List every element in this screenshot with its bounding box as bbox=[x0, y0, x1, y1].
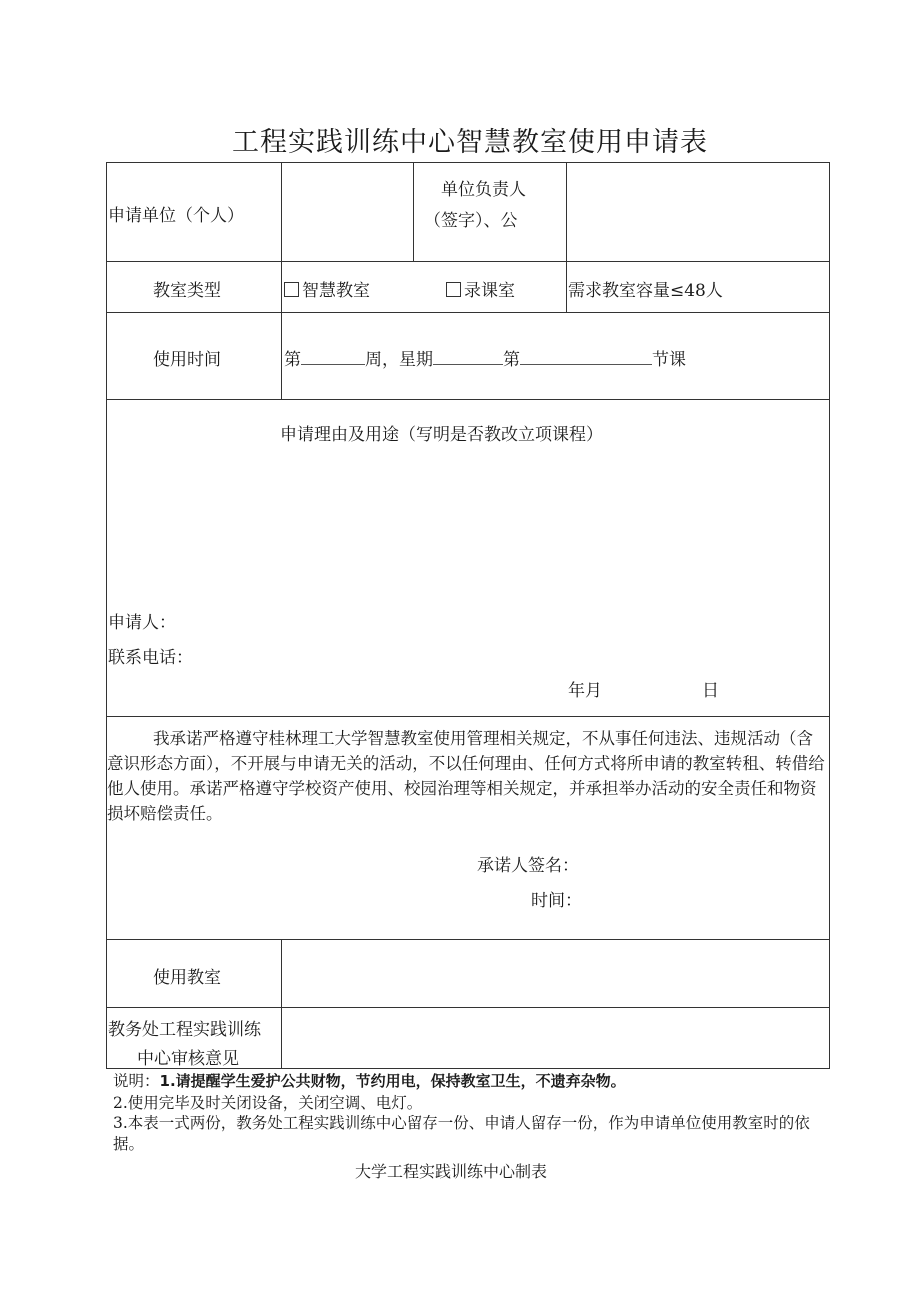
promise-text: 我承诺严格遵守桂林理工大学智慧教室使用管理相关规定，不从事任何违法、违规活动（含意识形态方面），不开展与申请无关的活动，不以任何理由、任何方式将所申请的教室转租、转借给他人使用。承诺严格遵守学校资产使用、校园治理等相关规定，并承担举办活动的安全责任和物资损坏赔偿责任。 bbox=[107, 729, 825, 823]
form-title: 工程实践训练中心智慧教室使用申请表 bbox=[232, 127, 708, 158]
table-divider bbox=[106, 261, 830, 262]
note-prefix: 说明： bbox=[113, 1072, 160, 1090]
unit-leader-signature-field[interactable] bbox=[568, 164, 828, 260]
unit-leader-label-line2: （签字）、公 bbox=[424, 211, 518, 231]
promise-time-label: 时间： bbox=[531, 891, 582, 911]
table-divider bbox=[106, 312, 830, 313]
reason-label: 申请理由及用途（写明是否教改立项课程） bbox=[280, 425, 603, 445]
period-suffix: 节课 bbox=[652, 350, 686, 370]
signer-label: 承诺人签名： bbox=[477, 856, 579, 876]
week-number-field[interactable] bbox=[301, 348, 365, 365]
week-suffix: 周，星期 bbox=[365, 350, 433, 370]
table-divider bbox=[106, 716, 830, 717]
usage-time-line bbox=[284, 345, 686, 370]
note-1 bbox=[113, 1071, 833, 1092]
option-recording-room[interactable] bbox=[446, 276, 515, 301]
classroom-used-label: 使用教室 bbox=[153, 968, 221, 988]
table-border-right bbox=[829, 162, 830, 1068]
option-smart-classroom[interactable] bbox=[284, 276, 370, 301]
note-1-body: 1.请提醒学生爱护公共财物，节约用电，保持教室卫生，不遗弃杂物。 bbox=[159, 1072, 626, 1090]
review-opinion-field[interactable] bbox=[283, 1009, 828, 1066]
weekday-field[interactable] bbox=[433, 348, 503, 365]
applicant-label: 申请人： bbox=[108, 613, 176, 633]
table-border-top bbox=[106, 162, 830, 163]
promise-statement bbox=[107, 726, 825, 826]
note-3: 3.本表一式两份，教务处工程实践训练中心留存一份、申请人留存一份，作为申请单位使用教室时的依据。 bbox=[113, 1114, 810, 1153]
table-divider bbox=[106, 939, 830, 940]
period-field[interactable] bbox=[520, 348, 652, 365]
period-prefix: 第 bbox=[503, 350, 520, 370]
checkbox-icon[interactable] bbox=[446, 282, 461, 297]
applicant-unit-field[interactable] bbox=[283, 164, 412, 260]
table-border-left bbox=[106, 162, 107, 1068]
checkbox-icon[interactable] bbox=[284, 282, 299, 297]
column-divider bbox=[281, 939, 282, 1068]
date-year-month: 年月 bbox=[568, 681, 602, 701]
column-divider bbox=[413, 162, 414, 261]
column-divider bbox=[281, 162, 282, 399]
reason-field[interactable] bbox=[108, 455, 826, 595]
table-divider bbox=[106, 399, 830, 400]
capacity-requirement: 需求教室容量≤48人 bbox=[568, 281, 723, 301]
option-smart-label: 智慧教室 bbox=[302, 281, 370, 301]
usage-time-label: 使用时间 bbox=[153, 350, 221, 370]
column-divider bbox=[566, 162, 567, 312]
phone-label: 联系电话： bbox=[108, 648, 193, 668]
review-label-line2: 中心审核意见 bbox=[137, 1049, 239, 1069]
footer-credit: 大学工程实践训练中心制表 bbox=[355, 1162, 548, 1181]
classroom-type-label: 教室类型 bbox=[153, 281, 221, 301]
week-prefix: 第 bbox=[284, 350, 301, 370]
classroom-used-field[interactable] bbox=[283, 941, 828, 1005]
note-2: 2.使用完毕及时关闭设备，关闭空调、电灯。 bbox=[113, 1094, 423, 1112]
review-label-line1: 教务处工程实践训练 bbox=[108, 1020, 261, 1040]
date-day: 日 bbox=[702, 681, 719, 701]
unit-leader-label-line1: 单位负责人 bbox=[441, 180, 526, 200]
applicant-unit-label: 申请单位（个人） bbox=[108, 206, 244, 226]
table-divider bbox=[106, 1007, 830, 1008]
option-record-label: 录课室 bbox=[464, 281, 515, 301]
